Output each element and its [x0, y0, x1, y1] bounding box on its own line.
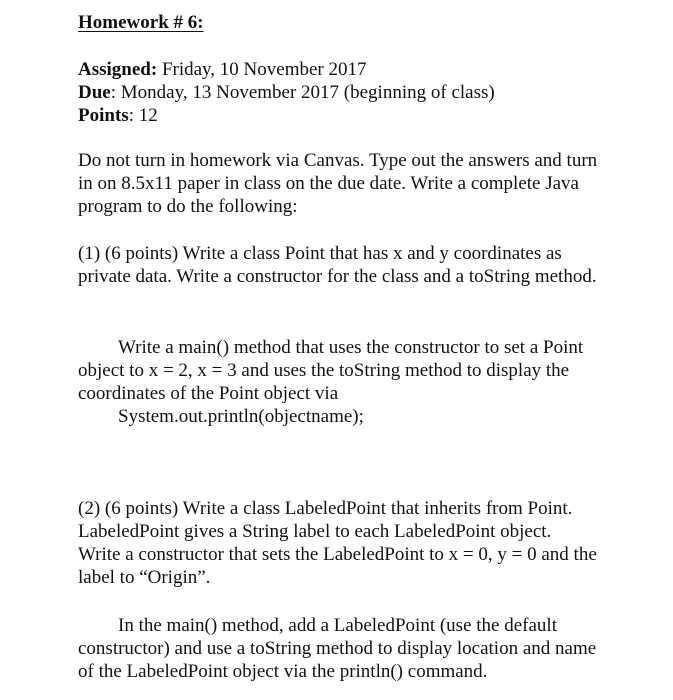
intro-paragraph: Do not turn in homework via Canvas. Type out the answers and turn in on 8.5x11 paper in class on the due date. Write a complete Java program to do the following:	[78, 150, 598, 217]
points-label: Points	[78, 105, 129, 126]
question-1-main-paragraph	[78, 336, 598, 428]
document-title: Homework # 6:	[78, 12, 204, 33]
question-2-main-paragraph: In the main() method, add a LabeledPoint (use the default constructor) and use a toString method to display location and name of the LabeledPoint object via the println() command.	[78, 615, 597, 682]
question-1-main-text: Write a main() method that uses the constructor to set a Point object to x = 2, x = 3 and uses the toString method to display the coordinates of the Point object via	[78, 337, 584, 404]
assigned-row	[78, 58, 638, 81]
question-2-paragraph: (2) (6 points) Write a class LabeledPoint that inherits from Point. LabeledPoint gives a String label to each LabeledPoint object. Write a constructor that sets the LabeledPoint to x = 0, y = 0 and the label to “Origin”.	[78, 498, 597, 588]
assigned-label: Assigned:	[78, 59, 158, 80]
due-row	[78, 81, 638, 104]
points-row	[78, 104, 638, 127]
assignment-meta	[78, 58, 638, 127]
due-label: Due	[78, 82, 111, 103]
question-1-code-line: System.out.println(objectname);	[118, 406, 364, 427]
due-value: : Monday, 13 November 2017 (beginning of class)	[110, 82, 495, 103]
question-1-paragraph: (1) (6 points) Write a class Point that has x and y coordinates as private data. Write a constructor for the class and a toString method.	[78, 243, 597, 287]
assigned-value: Friday, 10 November 2017	[161, 59, 367, 80]
points-value: : 12	[128, 105, 158, 126]
